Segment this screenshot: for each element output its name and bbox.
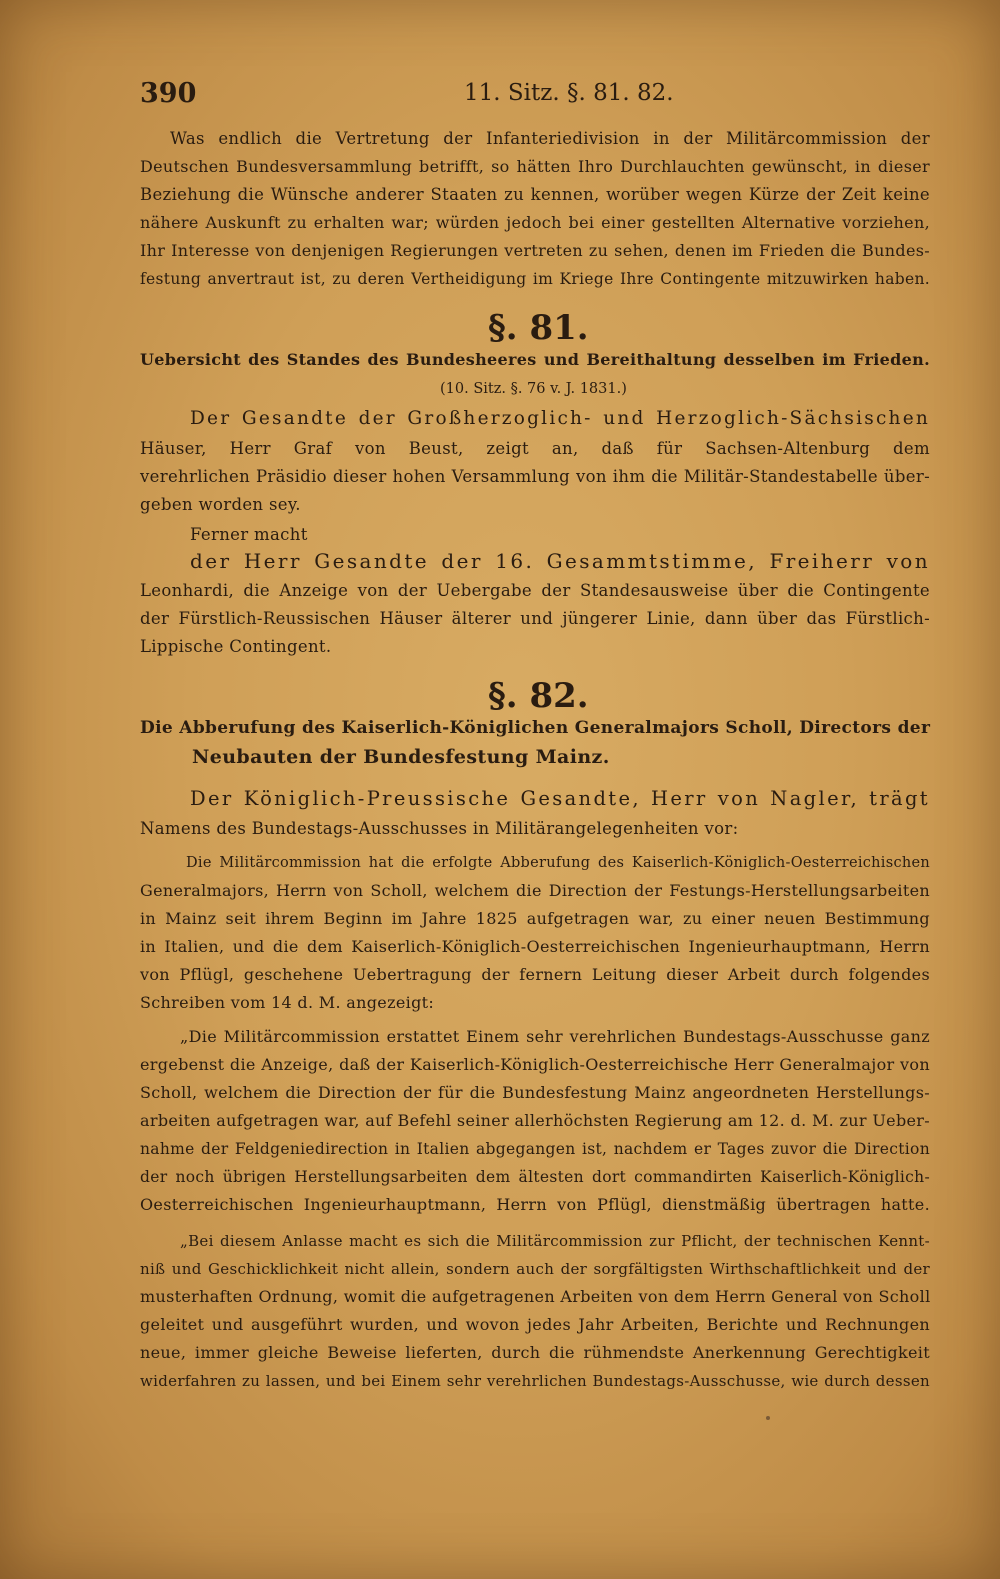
section-heading: §. 81. <box>488 308 589 348</box>
text-line: Generalmajors, Herrn von Scholl, welchem die Direction der Festungs-Herstellungsarbeiten <box>140 881 930 900</box>
text-line: festung anvertraut ist, zu deren Vertheidigung im Kriege Ihre Contingente mitzuwirken haben. <box>140 270 930 288</box>
text-line: der noch übrigen Herstellungsarbeiten dem ältesten dort commandirten Kaiserlich-Königlich- <box>140 1168 930 1186</box>
text-line: Der Gesandte der Großherzoglich- und Herzoglich-Sächsischen <box>190 408 930 429</box>
page-header <box>0 78 1000 118</box>
session-reference: (10. Sitz. §. 76 v. J. 1831.) <box>440 381 627 397</box>
text-line: Beziehung die Wünsche anderer Staaten zu kennen, worüber wegen Kürze der Zeit keine <box>140 185 930 204</box>
text-line: verehrlichen Präsidio dieser hohen Versammlung von ihm die Militär-Standestabelle über- <box>140 467 930 486</box>
page-number: 390 <box>140 78 197 109</box>
section-title: Uebersicht des Standes des Bundesheeres und Bereithaltung desselben im Frieden. <box>140 350 930 369</box>
text-line: Häuser, Herr Graf von Beust, zeigt an, daß für Sachsen-Altenburg dem <box>140 439 930 458</box>
text-line: Die Militärcommission hat die erfolgte Abberufung des Kaiserlich-Königlich-Oesterreichischen <box>186 855 930 871</box>
text-line: niß und Geschicklichkeit nicht allein, sondern auch der sorgfältigsten Wirthschaftlichkeit und der <box>140 1260 930 1278</box>
text-line: Leonhardi, die Anzeige von der Uebergabe der Standesausweise über die Contingente <box>140 581 930 600</box>
text-line: nähere Auskunft zu erhalten war; würden jedoch bei einer gestellten Alternative vorziehen, <box>140 213 930 232</box>
text-line: Ferner macht <box>190 525 308 544</box>
section-heading: §. 82. <box>488 676 589 716</box>
text-line: Schreiben vom 14 d. M. angezeigt: <box>140 993 435 1012</box>
text-line: Oesterreichischen Ingenieurhauptmann, Herrn von Pflügl, dienstmäßig übertragen hatte. <box>140 1195 930 1214</box>
text-line: in Mainz seit ihrem Beginn im Jahre 1825 aufgetragen war, zu einer neuen Bestimmung <box>140 909 930 928</box>
text-line: geben worden sey. <box>140 495 301 514</box>
ink-speck <box>766 1416 770 1420</box>
text-line: ergebenst die Anzeige, daß der Kaiserlich-Königlich-Oesterreichische Herr Generalmajor von <box>140 1055 930 1074</box>
text-line: Lippische Contingent. <box>140 637 332 656</box>
text-line: in Italien, und die dem Kaiserlich-Königlich-Oesterreichischen Ingenieurhauptmann, Herrn <box>140 937 930 956</box>
text-line: musterhaften Ordnung, womit die aufgetragenen Arbeiten von dem Herrn General von Scholl <box>140 1287 931 1306</box>
section-title: Neubauten der Bundesfestung Mainz. <box>192 746 610 768</box>
text-line: „Bei diesem Anlasse macht es sich die Militärcommission zur Pflicht, der technischen Kennt- <box>180 1232 930 1250</box>
text-line: Deutschen Bundesversammlung betrifft, so hätten Ihro Durchlauchten gewünscht, in dieser <box>140 157 930 176</box>
section-title: Die Abberufung des Kaiserlich-Königlichen Generalmajors Scholl, Directors der <box>140 718 931 738</box>
text-line: der Fürstlich-Reussischen Häuser älterer und jüngerer Linie, dann über das Fürstlich- <box>140 609 930 628</box>
text-line: von Pflügl, geschehene Uebertragung der fernern Leitung dieser Arbeit durch folgendes <box>140 965 930 984</box>
text-line: nahme der Feldgeniedirection in Italien abgegangen ist, nachdem er Tages zuvor die Direction <box>140 1140 930 1158</box>
text-line: Der Königlich-Preussische Gesandte, Herr von Nagler, trägt <box>190 787 930 810</box>
text-line: der Herr Gesandte der 16. Gesammtstimme, Freiherr von <box>190 549 930 573</box>
text-line: Was endlich die Vertretung der Infanteriedivision in der Militärcommission der <box>170 129 930 148</box>
text-line: Ihr Interesse von denjenigen Regierungen vertreten zu sehen, denen im Frieden die Bundes- <box>140 241 930 260</box>
text-line: Scholl, welchem die Direction der für die Bundesfestung Mainz angeordneten Herstellungs- <box>140 1083 930 1102</box>
text-line: Namens des Bundestags-Ausschusses in Militärangelegenheiten vor: <box>140 819 739 838</box>
text-line: „Die Militärcommission erstattet Einem sehr verehrlichen Bundestags-Ausschusse ganz <box>180 1027 930 1046</box>
text-line: widerfahren zu lassen, und bei Einem sehr verehrlichen Bundestags-Ausschusse, wie durch dessen <box>140 1372 930 1390</box>
running-head: 11. Sitz. §. 81. 82. <box>464 80 674 106</box>
text-line: neue, immer gleiche Beweise lieferten, durch die rühmendste Anerkennung Gerechtigkeit <box>140 1343 930 1362</box>
text-line: arbeiten aufgetragen war, auf Befehl seiner allerhöchsten Regierung am 12. d. M. zur Ueber- <box>140 1111 930 1130</box>
text-line: geleitet und ausgeführt wurden, und wovon jedes Jahr Arbeiten, Berichte und Rechnungen <box>140 1315 930 1334</box>
